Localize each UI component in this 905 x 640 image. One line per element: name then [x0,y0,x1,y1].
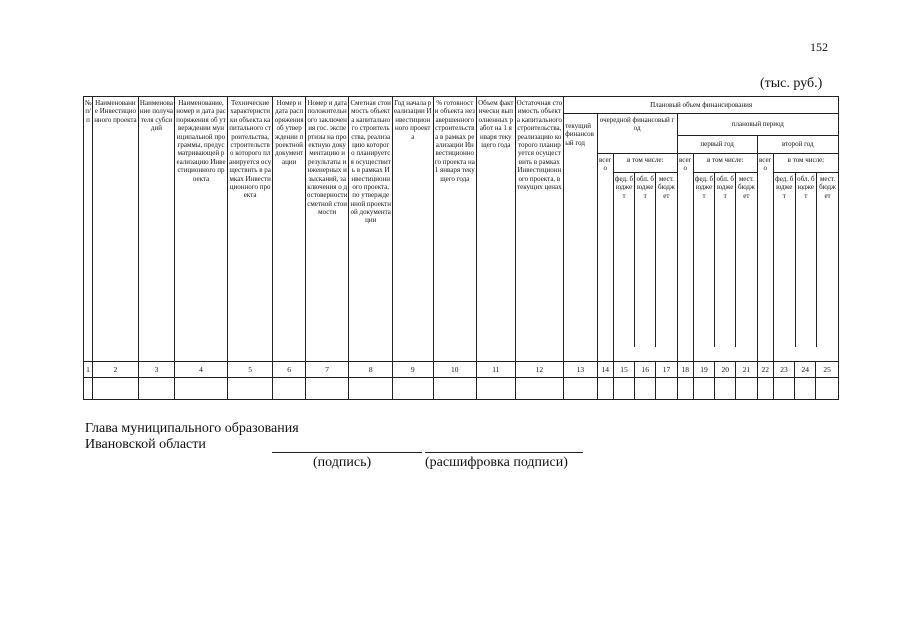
total-first-label: всего [678,156,692,173]
fed-next: фед. бюджет [614,173,635,348]
empty-cell [392,378,433,400]
col-number: 18 [677,362,693,378]
col-number: 16 [635,362,656,378]
empty-cell [433,378,477,400]
header-plan-period: плановый период [677,114,838,136]
col-number: 17 [656,362,677,378]
col-number: 25 [816,362,839,378]
empty-cell [613,378,634,400]
empty-data-row [84,378,839,400]
empty-cell [693,378,714,400]
empty-cell [273,378,305,400]
incl-next-label: в том числе: [614,154,677,173]
total-next-label: всего [598,156,612,173]
fed-first: фед. бюджет [694,173,715,348]
empty-cell [227,378,273,400]
col-number: 4 [175,362,228,378]
signature-caption: (подпись) [313,455,372,470]
header-program-order: Наименование, номер и дата распоряжения об утверждении муниципальной программы, предусматривающей реализацию Инвестиционного проекта [175,97,228,362]
col-number: 2 [93,362,139,378]
financing-table [83,96,839,400]
header-estimated-cost: Сметная стоимость объекта капитального строительства, реализацию которого планируется осуществить в рамках Инвестиционного проекта, по утвержденной проектной документации [349,97,393,362]
header-current-year: текущий финансовый год [564,114,597,362]
obl-second: обл. бюджет [795,173,816,348]
empty-cell [138,378,174,400]
col-number: 23 [773,362,794,378]
decode-caption: (расшифровка подписи) [425,455,568,470]
col-number: 15 [613,362,634,378]
col-number: 22 [757,362,773,378]
empty-cell [84,378,93,400]
col-number: 9 [392,362,433,378]
empty-cell [736,378,757,400]
decode-line [425,452,583,453]
header-first-year: первый год [677,136,757,154]
empty-cell [515,378,564,400]
obl-first: обл. бюджет [715,173,736,348]
empty-cell [773,378,794,400]
total-second-label: всего [758,156,772,173]
header-planned-financing: Плановый объем финансирования [564,97,839,114]
col-number: 13 [564,362,597,378]
signature-region: Ивановской области [85,437,206,452]
empty-cell [757,378,773,400]
header-recipient: Наименование получателя субсидий [138,97,174,362]
empty-cell [349,378,393,400]
mest-second: мест. бюджет [819,175,836,200]
col-number: 3 [138,362,174,378]
col-number: 21 [736,362,757,378]
header-second-year: второй год [757,136,838,154]
header-total-second [757,154,773,362]
header-tech-specs: Технические характеристики объекта капитального строительства, строительство которого планируется осуществить в рамках Инвестиционного проекта [227,97,273,362]
header-residual-cost: Остаточная стоимость объекта капитального строительства, реализацию которого планируется осуществить в рамках Инвестиционного проекта, в текущих ценах [515,97,564,362]
mest-next: мест. бюджет [657,175,675,200]
col-number: 7 [305,362,349,378]
empty-cell [656,378,677,400]
mest-first: мест. бюджет [737,175,755,200]
header-readiness: % готовности объекта незавершенного строительства в рамках реализации Инвестиционного проекта на 1 января текущего года [433,97,477,362]
fed-second: фед. бюджет [774,173,795,348]
col-number: 10 [433,362,477,378]
header-num: № п/п [84,97,93,362]
header-work-volume: Объем фактически выполненных работ на 1 января текущего года [477,97,516,362]
col-number: 20 [715,362,736,378]
signature-block [85,421,299,453]
col-number: 12 [515,362,564,378]
header-expertise: Номер и дата положительного заключения гос. экспертизы на проектную документацию и результаты инженерных изысканий, заключения о достоверности сметной стоимости [305,97,349,362]
col-number: 1 [84,362,93,378]
empty-cell [715,378,736,400]
empty-cell [677,378,693,400]
empty-cell [175,378,228,400]
col-number: 19 [693,362,714,378]
empty-cell [635,378,656,400]
column-numbers-row [84,362,839,378]
empty-cell [477,378,516,400]
col-number: 5 [227,362,273,378]
page-number: 152 [810,40,828,54]
empty-cell [93,378,139,400]
empty-cell [305,378,349,400]
header-total-first [677,154,693,362]
header-incl-first [693,154,757,362]
incl-second-label: в том числе: [774,154,838,173]
signature-line [272,452,422,453]
col-number: 8 [349,362,393,378]
empty-cell [816,378,839,400]
header-next-year: очередной финансовый год [597,114,677,154]
header-incl-second [773,154,838,362]
header-total-next [597,154,613,362]
empty-cell [795,378,816,400]
header-incl-next [613,154,677,362]
col-number: 24 [795,362,816,378]
col-number: 6 [273,362,305,378]
obl-next: обл. бюджет [635,173,656,348]
signature-title: Глава муниципального образования [85,421,299,436]
empty-cell [597,378,613,400]
header-start-year: Год начала реализации Инвестиционного проекта [392,97,433,362]
header-design-order: Номер и дата распоряжения об утверждении проектной документации [273,97,305,362]
header-project-name: Наименование Инвестиционного проекта [93,97,139,362]
incl-first-label: в том числе: [694,154,757,173]
col-number: 11 [477,362,516,378]
col-number: 14 [597,362,613,378]
units-label: (тыс. руб.) [760,76,823,91]
empty-cell [564,378,597,400]
